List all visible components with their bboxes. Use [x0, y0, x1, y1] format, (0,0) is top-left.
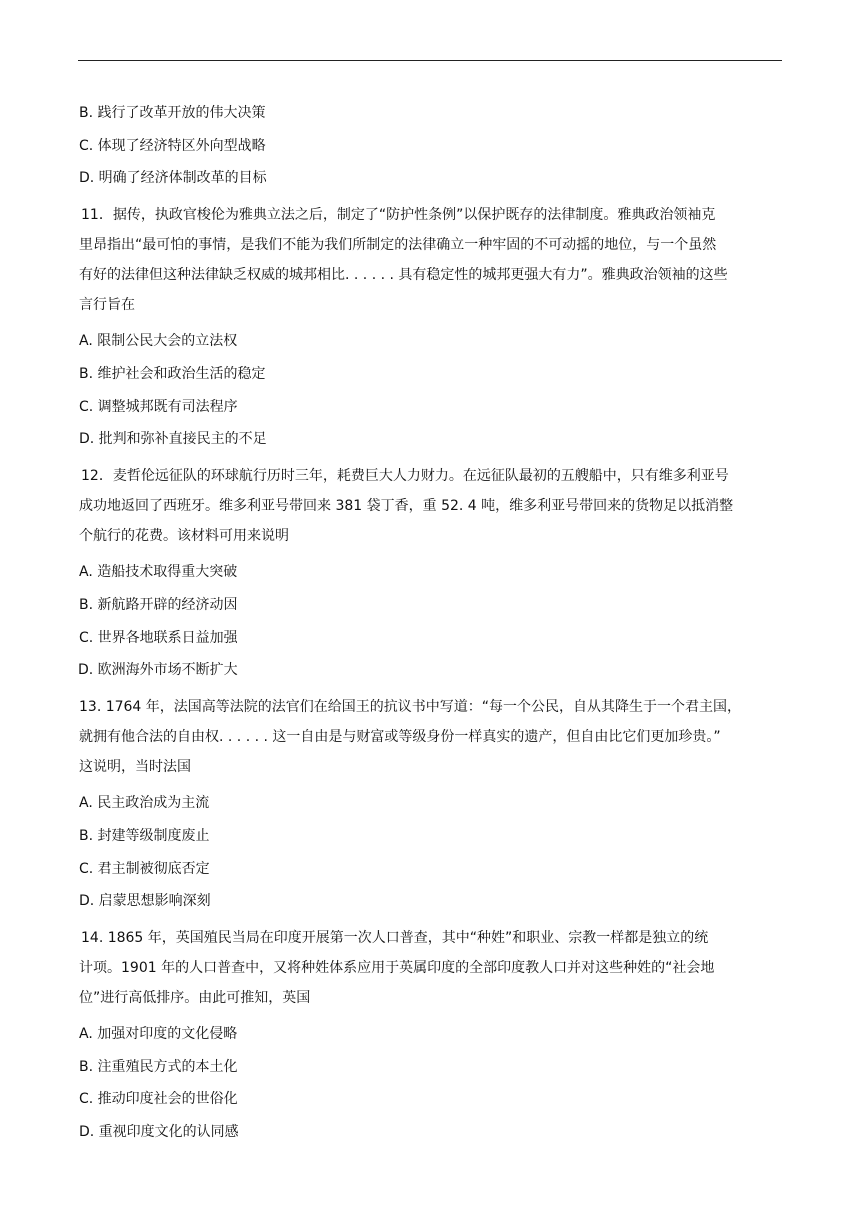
q10-option-c: C. 体现了经济特区外向型战略 [79, 137, 266, 154]
q10-option-d: D. 明确了经济体制改革的目标 [79, 170, 267, 187]
q12-stem-line: 成功地返回了西班牙。维多利亚号带回来 381 袋丁香，重 52. 4 吨，维多利亚号带回来的货物足以抵消整 [79, 497, 734, 514]
q11-option-a: A. 限制公民大会的立法权 [79, 333, 238, 350]
q14-option-b: B. 注重殖民方式的本土化 [79, 1058, 238, 1075]
q14-stem-line: 计项。1901 年的人口普查中，又将种姓体系应用于英属印度的全部印度教人口并对这些种姓的“社会地 [79, 959, 715, 976]
question-12-stem [79, 461, 785, 551]
q12-option-b: B. 新航路开辟的经济动因 [79, 596, 238, 613]
q12-option-a: A. 造船技术取得重大突破 [79, 564, 238, 581]
q13-option-d: D. 启蒙思想影响深刻 [79, 893, 211, 910]
question-11-stem [79, 200, 785, 320]
question-14-stem [79, 923, 785, 1013]
q13-stem-line: 就拥有他合法的自由权. . . . . . 这一自由是与财富或等级身份一样真实的遗产，但自由比它们更加珍贵。” [79, 728, 721, 745]
q13-option-a: A. 民主政治成为主流 [79, 795, 210, 812]
q11-stem-line: 里昂指出“最可怕的事情，是我们不能为我们所制定的法律确立一种牢固的不可动摇的地位，与一个虽然 [79, 236, 717, 253]
q10-option-b: B. 践行了改革开放的伟大决策 [79, 105, 266, 121]
q13-option-c: C. 君主制被彻底否定 [79, 860, 210, 877]
q14-option-d: D. 重视印度文化的认同感 [79, 1124, 239, 1141]
q14-option-a: A. 加强对印度的文化侵略 [79, 1026, 238, 1043]
question-10-options [79, 102, 785, 189]
q14-stem-line: 位”进行高低排序。由此可推知，英国 [79, 989, 311, 1006]
header-rule [78, 60, 782, 61]
q12-stem-line: 12．麦哲伦远征队的环球航行历时三年，耗费巨大人力财力。在远征队最初的五艘船中，只有维多利亚号 [81, 467, 729, 484]
q11-stem-line: 言行旨在 [79, 296, 135, 313]
q11-option-b: B. 维护社会和政治生活的稳定 [79, 365, 266, 382]
q11-option-c: C. 调整城邦既有司法程序 [79, 398, 238, 415]
q14-option-c: C. 推动印度社会的世俗化 [79, 1091, 238, 1108]
q13-option-b: B. 封建等级制度废止 [79, 827, 210, 844]
q12-option-c: C. 世界各地联系日益加强 [79, 629, 238, 646]
q11-stem-line: 有好的法律但这种法律缺乏权威的城邦相比. . . . . . 具有稳定性的城邦更强大有力”。雅典政治领袖的这些 [79, 266, 728, 283]
q13-stem-line: 13. 1764 年，法国高等法院的法官们在给国王的抗议书中写道：“每一个公民，自从其降生于一个君主国， [79, 698, 742, 715]
q11-stem-line: 11．据传，执政官梭伦为雅典立法之后，制定了“防护性条例”以保护既存的法律制度。雅典政治领袖克 [81, 206, 716, 223]
q14-stem-line: 14. 1865 年，英国殖民当局在印度开展第一次人口普查，其中“种姓”和职业、宗教一样都是独立的统 [81, 929, 709, 946]
q12-option-d: D. 欧洲海外市场不断扩大 [78, 662, 238, 679]
exam-page-content [79, 102, 785, 1154]
question-13-stem [79, 692, 785, 782]
q13-stem-line: 这说明，当时法国 [79, 758, 191, 775]
q11-option-d: D. 批判和弥补直接民主的不足 [79, 431, 267, 448]
q12-stem-line: 个航行的花费。该材料可用来说明 [79, 527, 289, 544]
